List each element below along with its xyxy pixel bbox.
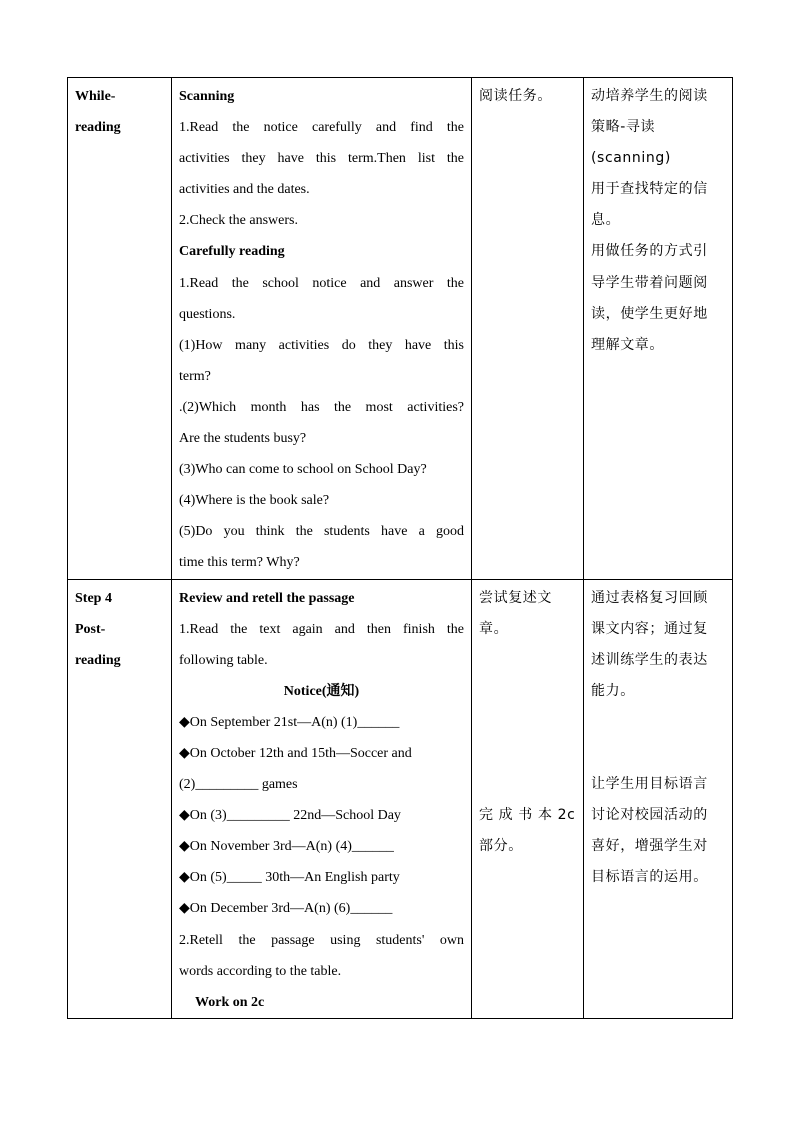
content-line: 1.Read the notice carefully and find the — [179, 120, 464, 136]
step-label: Post- — [75, 621, 106, 637]
content-line: (5)Do you think the students have a good — [179, 524, 464, 540]
purpose-line: 策略-寻读(scanning) — [591, 119, 671, 167]
content-line: (4)Where is the book sale? — [179, 493, 330, 509]
purpose-cell — [584, 579, 733, 1018]
notice-item: ◆On (3)_________ 22nd—School Day — [179, 808, 401, 824]
notice-item: ◆On September 21st—A(n) (1)______ — [179, 714, 400, 730]
purpose-line: 理解文章。 — [591, 336, 664, 353]
purpose-line: 用做任务的方式引 — [591, 243, 708, 260]
content-line: (1)How many activities do they have this — [179, 337, 464, 353]
activity-line: 部分。 — [479, 837, 523, 854]
table-row-while-reading — [68, 78, 733, 580]
purpose-line: 能力。 — [591, 682, 635, 699]
content-line: term? — [179, 368, 211, 384]
activity-cell — [472, 78, 584, 580]
content-line: .(2)Which month has the most activities? — [179, 399, 464, 415]
purpose-line: 喜好，增强学生对 — [591, 838, 708, 855]
section-heading-scanning: Scanning — [179, 89, 235, 104]
content-line: following table. — [179, 652, 268, 668]
step-label: reading — [75, 120, 121, 136]
purpose-line: 讨论对校园活动的 — [591, 806, 708, 823]
notice-item: ◆On December 3rd—A(n) (6)______ — [179, 901, 393, 917]
purpose-line: 让学生用目标语言 — [591, 775, 708, 792]
activity-line: 阅读任务。 — [479, 88, 552, 104]
section-heading-review: Review and retell the passage — [179, 590, 355, 606]
content-line: activities and the dates. — [179, 182, 310, 198]
notice-item: ◆On November 3rd—A(n) (4)______ — [179, 839, 394, 855]
content-line: words according to the table. — [179, 963, 342, 979]
purpose-line: 用于查找特定的信 — [591, 181, 708, 198]
purpose-line: 目标语言的运用。 — [591, 869, 708, 886]
content-line: 2.Check the answers. — [179, 213, 298, 229]
purpose-line: 读，使学生更好地 — [591, 305, 708, 322]
table-row-post-reading — [68, 579, 733, 1018]
step-label: While- — [75, 89, 116, 104]
activity-line: 尝试复述文章。 — [479, 589, 552, 637]
content-line: questions. — [179, 306, 236, 322]
lesson-plan-table — [67, 77, 733, 1019]
purpose-cell — [584, 78, 733, 580]
content-cell — [172, 78, 472, 580]
activity-cell — [472, 579, 584, 1018]
content-line: time this term? Why? — [179, 555, 300, 571]
step-cell — [68, 78, 172, 580]
notice-item: ◆On October 12th and 15th—Soccer and — [179, 745, 412, 761]
purpose-line: 述训练学生的表达 — [591, 651, 708, 668]
content-line: Are the students busy? — [179, 431, 307, 447]
content-line: 1.Read the school notice and answer the — [179, 275, 464, 291]
content-line: (3)Who can come to school on School Day? — [179, 462, 427, 478]
purpose-line: 导学生带着问题阅 — [591, 274, 708, 291]
step-cell — [68, 579, 172, 1018]
content-line: activities they have this term.Then list the — [179, 151, 464, 167]
activity-line: 完 成 书 本 2c — [479, 806, 576, 823]
purpose-line: 动培养学生的阅读 — [591, 88, 708, 104]
notice-item: (2)_________ games — [179, 777, 298, 793]
notice-item: ◆On (5)_____ 30th—An English party — [179, 870, 400, 886]
content-cell — [172, 579, 472, 1018]
step-label: Step 4 — [75, 590, 112, 606]
step-label: reading — [75, 652, 121, 668]
content-line: 2.Retell the passage using students' own — [179, 932, 464, 948]
purpose-line: 通过表格复习回顾 — [591, 589, 708, 606]
section-heading-careful: Carefully reading — [179, 244, 285, 260]
purpose-line: 息。 — [591, 212, 621, 229]
purpose-line: 课文内容；通过复 — [591, 620, 708, 637]
section-heading-work: Work on 2c — [195, 994, 265, 1010]
content-line: 1.Read the text again and then finish the — [179, 621, 464, 637]
notice-title: Notice(通知) — [283, 683, 360, 699]
